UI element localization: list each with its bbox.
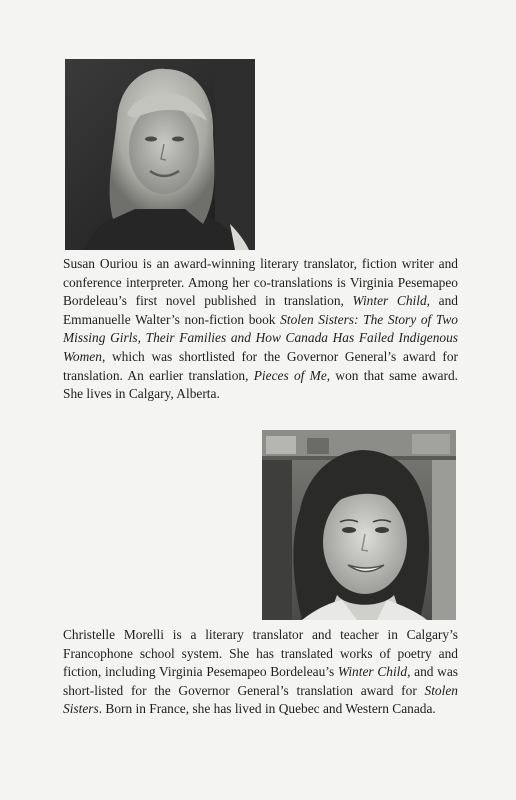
- bio-text: , and was short-listed for the Governor General’s translation award for: [63, 664, 458, 698]
- bio-text: , won that same award. She lives in Calgary, Alberta.: [63, 367, 459, 402]
- author-portrait-image: [262, 430, 456, 620]
- author-bio-susan-ouriou: [63, 255, 458, 404]
- bio-text: , and Emmanuelle Walter’s non-fiction book: [63, 293, 458, 327]
- author-photo-christelle-morelli: [262, 430, 456, 620]
- author-portrait-image: [65, 59, 255, 250]
- bio-text: Christelle Morelli is a literary translator and teacher in Calgary’s Francophone school system. She has translated works of poetry and fiction, including Virginia Pesemapeo Bordeleau’s: [63, 627, 458, 680]
- book-title: Stolen Sisters: The Story of Two Missing Girls, Their Families and How Canada Has Failed Indigenous Women: [63, 311, 458, 364]
- book-title: Winter Child: [352, 293, 427, 309]
- bio-text: . Born in France, she has lived in Quebec and Western Canada.: [98, 701, 436, 717]
- author-bio-christelle-morelli: [63, 626, 458, 719]
- book-title: Winter Child: [337, 664, 408, 680]
- bio-text: Susan Ouriou is an award-winning literary translator, fiction writer and conference interpreter. Among her co-translations is Virginia Pesemapeo Bordeleau’s first novel published in translation,: [63, 256, 458, 309]
- book-title: Pieces of Me: [253, 367, 327, 383]
- bio-text: , which was shortlisted for the Governor General’s award for translation. An earlier translation,: [63, 348, 458, 383]
- book-title: Stolen Sisters: [63, 682, 458, 717]
- author-photo-susan-ouriou: [65, 59, 255, 250]
